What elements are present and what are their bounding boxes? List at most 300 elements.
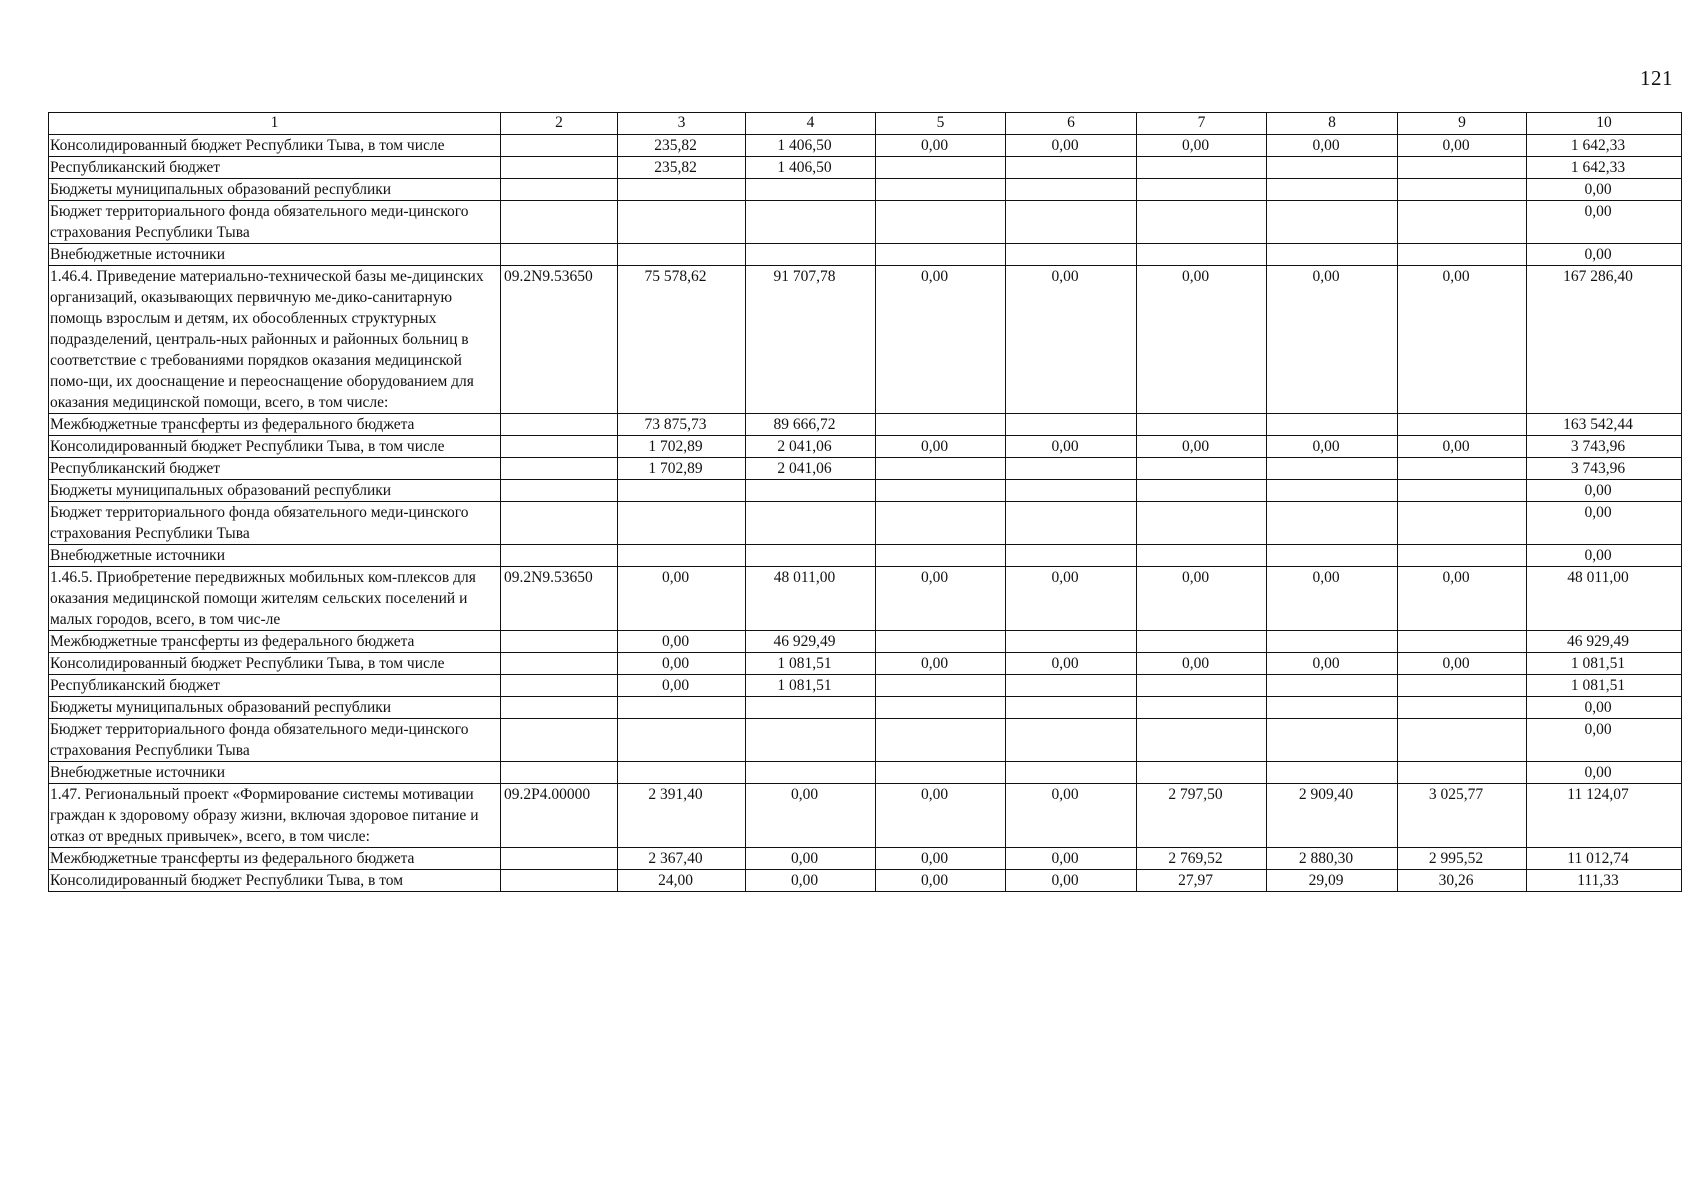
value-cell [746, 157, 876, 179]
budget-code [501, 653, 618, 675]
budget-code [501, 675, 618, 697]
value-cell [1527, 653, 1682, 675]
table-row [49, 135, 1682, 157]
value-cell [1527, 870, 1682, 892]
table-row [49, 848, 1682, 870]
value-cell [1267, 244, 1398, 266]
value-text: 0,00 [1442, 655, 1470, 672]
table-row [49, 266, 1682, 414]
value-cell [1267, 201, 1398, 244]
value-cell [1527, 675, 1682, 697]
value-cell [746, 244, 876, 266]
value-cell [1137, 179, 1267, 201]
value-cell [1527, 567, 1682, 631]
row-description: Республиканский бюджет [49, 675, 501, 697]
value-text: 46 929,49 [1567, 633, 1629, 650]
budget-code [501, 631, 618, 653]
value-cell [1006, 697, 1137, 719]
value-cell [1398, 631, 1527, 653]
value-text: 0,00 [920, 569, 949, 586]
value-text: 0,00 [920, 872, 949, 889]
value-cell [746, 784, 876, 848]
value-cell [1006, 135, 1137, 157]
value-cell [1137, 631, 1267, 653]
table-row [49, 762, 1682, 784]
budget-code [501, 502, 618, 545]
value-cell [1006, 480, 1137, 502]
value-cell [876, 762, 1006, 784]
value-text: 30,26 [1438, 872, 1474, 889]
value-text: 0,00 [1051, 268, 1079, 285]
value-cell [876, 458, 1006, 480]
table-row [49, 545, 1682, 567]
value-cell [1267, 436, 1398, 458]
value-text: 0,00 [1312, 137, 1340, 154]
value-cell [876, 157, 1006, 179]
value-text: 48 011,00 [1567, 569, 1629, 586]
value-text: 0,00 [790, 850, 819, 867]
budget-code [501, 244, 618, 266]
value-cell [618, 502, 746, 545]
value-cell [1137, 266, 1267, 414]
value-text: 0,00 [920, 268, 949, 285]
budget-code: 09.2N9.53650 [501, 567, 618, 631]
value-text: 2 909,40 [1298, 786, 1354, 803]
value-cell [1006, 157, 1137, 179]
value-cell [1267, 414, 1398, 436]
value-cell [1137, 848, 1267, 870]
value-cell [1398, 870, 1527, 892]
value-cell [1267, 719, 1398, 762]
value-text: 0,00 [1312, 569, 1340, 586]
page-number: 121 [1640, 66, 1673, 90]
value-text: 24,00 [658, 872, 693, 889]
value-text: 0,00 [661, 655, 690, 672]
value-text: 2 367,40 [648, 850, 703, 867]
value-text: 1 702,89 [648, 460, 703, 477]
value-cell [618, 653, 746, 675]
value-cell [1006, 784, 1137, 848]
value-cell [746, 266, 876, 414]
table-body [49, 135, 1682, 892]
value-cell [1398, 244, 1527, 266]
value-cell [618, 784, 746, 848]
value-cell [1527, 436, 1682, 458]
table-header-row [49, 113, 1682, 135]
column-header: 7 [1137, 113, 1267, 135]
column-header: 6 [1006, 113, 1137, 135]
column-header: 5 [876, 113, 1006, 135]
value-cell [876, 848, 1006, 870]
value-cell [1137, 784, 1267, 848]
value-text: 0,00 [920, 850, 949, 867]
table-row [49, 567, 1682, 631]
row-description: Консолидированный бюджет Республики Тыва, в том числе [49, 653, 501, 675]
row-description: 1.46.4. Приведение материально-технической базы ме-дицинских организаций, оказывающих первичную ме-дико-санитарную помощь взрослым и детям, их обособленных структурных подразделений, централь-ных районных и районных больниц в соответствие с требованиями порядков оказания медицинской помо-щи, их дооснащение и переоснащение оборудованием для оказания медицинской помощи, всего, в том числе: [49, 266, 501, 414]
column-header: 4 [746, 113, 876, 135]
row-description: Межбюджетные трансферты из федерального бюджета [49, 631, 501, 653]
value-cell [1006, 201, 1137, 244]
value-cell [1267, 545, 1398, 567]
budget-code [501, 201, 618, 244]
value-cell [618, 870, 746, 892]
value-cell [1137, 762, 1267, 784]
budget-code [501, 848, 618, 870]
value-cell [1398, 201, 1527, 244]
value-text: 0,00 [1584, 504, 1612, 521]
value-text: 3 743,96 [1570, 438, 1626, 455]
budget-code: 09.2N9.53650 [501, 266, 618, 414]
table-row [49, 502, 1682, 545]
value-cell [1398, 697, 1527, 719]
value-cell [1398, 545, 1527, 567]
value-text: 73 875,73 [644, 416, 707, 433]
value-text: 0,00 [1051, 137, 1079, 154]
value-text: 0,00 [1442, 569, 1470, 586]
row-description: Консолидированный бюджет Республики Тыва, в том [49, 870, 501, 892]
value-text: 75 578,62 [644, 268, 707, 285]
value-text: 0,00 [1051, 872, 1079, 889]
value-cell [746, 480, 876, 502]
value-text: 0,00 [1181, 655, 1210, 672]
row-description: Бюджеты муниципальных образований республики [49, 480, 501, 502]
value-cell [618, 480, 746, 502]
column-header: 9 [1398, 113, 1527, 135]
budget-code [501, 436, 618, 458]
column-header: 1 [49, 113, 501, 135]
value-cell [1398, 848, 1527, 870]
value-cell [876, 179, 1006, 201]
value-cell [1006, 762, 1137, 784]
value-text: 11 124,07 [1567, 786, 1629, 803]
value-cell [746, 135, 876, 157]
row-description: Республиканский бюджет [49, 458, 501, 480]
table-row [49, 157, 1682, 179]
value-cell [1137, 480, 1267, 502]
value-cell [618, 697, 746, 719]
value-cell [1137, 697, 1267, 719]
value-cell [618, 157, 746, 179]
value-text: 0,00 [661, 677, 690, 694]
value-cell [1267, 653, 1398, 675]
value-text: 1 081,51 [1570, 677, 1626, 694]
table-row [49, 244, 1682, 266]
budget-code [501, 870, 618, 892]
value-cell [876, 567, 1006, 631]
value-text: 0,00 [790, 786, 819, 803]
table-row [49, 870, 1682, 892]
value-cell [1006, 567, 1137, 631]
value-cell [1267, 135, 1398, 157]
value-text: 2 797,50 [1168, 786, 1223, 803]
value-text: 0,00 [1584, 764, 1612, 781]
value-cell [1137, 436, 1267, 458]
value-cell [1527, 244, 1682, 266]
value-cell [1267, 266, 1398, 414]
budget-code [501, 414, 618, 436]
column-header: 3 [618, 113, 746, 135]
table-row [49, 414, 1682, 436]
value-cell [1527, 697, 1682, 719]
budget-code [501, 719, 618, 762]
value-cell [876, 436, 1006, 458]
value-text: 0,00 [1584, 547, 1612, 564]
value-cell [618, 675, 746, 697]
value-cell [876, 480, 1006, 502]
value-text: 167 286,40 [1563, 268, 1633, 285]
value-text: 2 041,06 [777, 460, 832, 477]
value-cell [1267, 697, 1398, 719]
value-cell [746, 545, 876, 567]
value-cell [746, 719, 876, 762]
budget-code [501, 545, 618, 567]
value-text: 0,00 [1312, 438, 1340, 455]
value-cell [1006, 675, 1137, 697]
value-text: 235,82 [654, 137, 697, 154]
value-text: 3 743,96 [1570, 460, 1626, 477]
value-cell [876, 266, 1006, 414]
value-cell [746, 502, 876, 545]
value-text: 2 995,52 [1428, 850, 1484, 867]
value-cell [1527, 545, 1682, 567]
value-cell [746, 201, 876, 244]
value-text: 1 702,89 [648, 438, 703, 455]
value-cell [746, 870, 876, 892]
column-header: 2 [501, 113, 618, 135]
value-cell [1137, 244, 1267, 266]
value-cell [618, 414, 746, 436]
column-header: 8 [1267, 113, 1398, 135]
value-cell [618, 545, 746, 567]
value-cell [1006, 179, 1137, 201]
value-cell [1398, 458, 1527, 480]
value-text: 0,00 [1442, 438, 1470, 455]
value-cell [876, 502, 1006, 545]
row-description: Межбюджетные трансферты из федерального бюджета [49, 414, 501, 436]
row-description: Бюджеты муниципальных образований республики [49, 697, 501, 719]
value-cell [618, 567, 746, 631]
value-cell [1398, 719, 1527, 762]
value-cell [746, 458, 876, 480]
table-row [49, 697, 1682, 719]
value-cell [1527, 201, 1682, 244]
budget-code [501, 179, 618, 201]
value-text: 1 081,51 [1570, 655, 1626, 672]
table-row [49, 653, 1682, 675]
value-text: 1 642,33 [1570, 159, 1626, 176]
value-cell [618, 848, 746, 870]
value-text: 235,82 [654, 159, 697, 176]
value-cell [1137, 545, 1267, 567]
value-text: 1 081,51 [777, 677, 832, 694]
value-text: 1 642,33 [1570, 137, 1626, 154]
budget-code [501, 458, 618, 480]
value-cell [1527, 784, 1682, 848]
value-text: 0,00 [1312, 655, 1340, 672]
budget-code [501, 762, 618, 784]
row-description: Бюджет территориального фонда обязательного меди-цинского страхования Республики Тыва [49, 719, 501, 762]
value-text: 0,00 [1584, 482, 1612, 499]
value-cell [1006, 244, 1137, 266]
value-text: 111,33 [1577, 872, 1619, 889]
table-row [49, 201, 1682, 244]
table-row [49, 784, 1682, 848]
row-description: Межбюджетные трансферты из федерального бюджета [49, 848, 501, 870]
value-cell [1137, 135, 1267, 157]
value-cell [1267, 848, 1398, 870]
budget-table [48, 112, 1682, 892]
row-description: Бюджет территориального фонда обязательного меди-цинского страхования Республики Тыва [49, 201, 501, 244]
value-text: 0,00 [1181, 438, 1210, 455]
budget-code [501, 135, 618, 157]
value-text: 0,00 [1584, 246, 1612, 263]
value-cell [1267, 458, 1398, 480]
value-cell [618, 458, 746, 480]
value-cell [1267, 157, 1398, 179]
table-row [49, 458, 1682, 480]
value-cell [876, 201, 1006, 244]
value-cell [876, 653, 1006, 675]
value-text: 11 012,74 [1567, 850, 1629, 867]
budget-code: 09.2Р4.00000 [501, 784, 618, 848]
value-cell [746, 697, 876, 719]
value-cell [618, 135, 746, 157]
value-cell [1267, 784, 1398, 848]
value-cell [746, 631, 876, 653]
value-text: 0,00 [920, 655, 949, 672]
value-cell [1527, 848, 1682, 870]
value-text: 1 406,50 [777, 159, 832, 176]
value-cell [1398, 480, 1527, 502]
column-header: 10 [1527, 113, 1682, 135]
value-cell [1006, 266, 1137, 414]
value-cell [876, 545, 1006, 567]
value-cell [746, 762, 876, 784]
value-cell [1267, 631, 1398, 653]
value-cell [618, 436, 746, 458]
value-cell [1006, 414, 1137, 436]
budget-code [501, 157, 618, 179]
value-cell [1137, 719, 1267, 762]
value-cell [876, 244, 1006, 266]
value-cell [876, 784, 1006, 848]
value-text: 0,00 [1584, 721, 1612, 738]
value-cell [1527, 762, 1682, 784]
value-cell [876, 135, 1006, 157]
value-cell [1267, 870, 1398, 892]
value-text: 1 406,50 [777, 137, 832, 154]
value-cell [618, 201, 746, 244]
value-cell [1137, 502, 1267, 545]
value-cell [1527, 480, 1682, 502]
value-text: 0,00 [1312, 268, 1340, 285]
value-text: 0,00 [1584, 203, 1612, 220]
value-cell [1267, 480, 1398, 502]
value-text: 0,00 [661, 569, 690, 586]
value-cell [1006, 719, 1137, 762]
budget-code [501, 697, 618, 719]
value-text: 0,00 [1181, 268, 1210, 285]
value-text: 29,09 [1308, 872, 1344, 889]
table-row [49, 436, 1682, 458]
row-description: Внебюджетные источники [49, 545, 501, 567]
value-cell [618, 244, 746, 266]
row-description: Консолидированный бюджет Республики Тыва, в том числе [49, 436, 501, 458]
value-cell [618, 762, 746, 784]
value-cell [876, 675, 1006, 697]
value-cell [1267, 179, 1398, 201]
value-text: 0,00 [1051, 569, 1079, 586]
value-cell [876, 697, 1006, 719]
value-cell [1267, 502, 1398, 545]
value-cell [1137, 870, 1267, 892]
row-description: Внебюджетные источники [49, 762, 501, 784]
value-text: 0,00 [1584, 181, 1612, 198]
value-cell [618, 179, 746, 201]
row-description: Консолидированный бюджет Республики Тыва, в том числе [49, 135, 501, 157]
value-cell [1398, 436, 1527, 458]
row-description: 1.46.5. Приобретение передвижных мобильных ком-плексов для оказания медицинской помощи жителям сельских поселений и малых городов, всего, в том чис-ле [49, 567, 501, 631]
value-text: 89 666,72 [773, 416, 836, 433]
value-cell [1006, 848, 1137, 870]
value-cell [1006, 631, 1137, 653]
value-cell [1398, 266, 1527, 414]
value-cell [1398, 157, 1527, 179]
value-cell [1006, 870, 1137, 892]
table-row [49, 179, 1682, 201]
value-text: 2 769,52 [1168, 850, 1223, 867]
row-description: Внебюджетные источники [49, 244, 501, 266]
value-text: 0,00 [1051, 786, 1079, 803]
value-cell [1398, 135, 1527, 157]
value-text: 0,00 [790, 872, 819, 889]
value-cell [876, 414, 1006, 436]
value-cell [1267, 762, 1398, 784]
table-row [49, 480, 1682, 502]
value-text: 0,00 [1051, 655, 1079, 672]
value-text: 48 011,00 [773, 569, 836, 586]
value-text: 2 391,40 [648, 786, 703, 803]
value-text: 0,00 [1442, 268, 1470, 285]
value-cell [1267, 675, 1398, 697]
value-text: 91 707,78 [773, 268, 836, 285]
value-text: 27,97 [1178, 872, 1213, 889]
value-cell [1006, 653, 1137, 675]
value-cell [1006, 436, 1137, 458]
value-cell [1137, 675, 1267, 697]
value-text: 0,00 [1051, 850, 1079, 867]
value-text: 0,00 [1181, 137, 1210, 154]
value-cell [746, 848, 876, 870]
value-cell [1398, 784, 1527, 848]
value-cell [876, 870, 1006, 892]
row-description: Бюджеты муниципальных образований республики [49, 179, 501, 201]
value-cell [1398, 653, 1527, 675]
value-cell [1267, 567, 1398, 631]
value-text: 0,00 [1584, 699, 1612, 716]
value-cell [746, 675, 876, 697]
budget-code [501, 480, 618, 502]
value-text: 0,00 [920, 438, 949, 455]
value-text: 0,00 [1181, 569, 1210, 586]
value-cell [1398, 762, 1527, 784]
value-cell [1006, 545, 1137, 567]
value-cell [1398, 502, 1527, 545]
value-text: 3 025,77 [1428, 786, 1484, 803]
table-row [49, 631, 1682, 653]
row-description: Бюджет территориального фонда обязательного меди-цинского страхования Республики Тыва [49, 502, 501, 545]
value-cell [1137, 567, 1267, 631]
